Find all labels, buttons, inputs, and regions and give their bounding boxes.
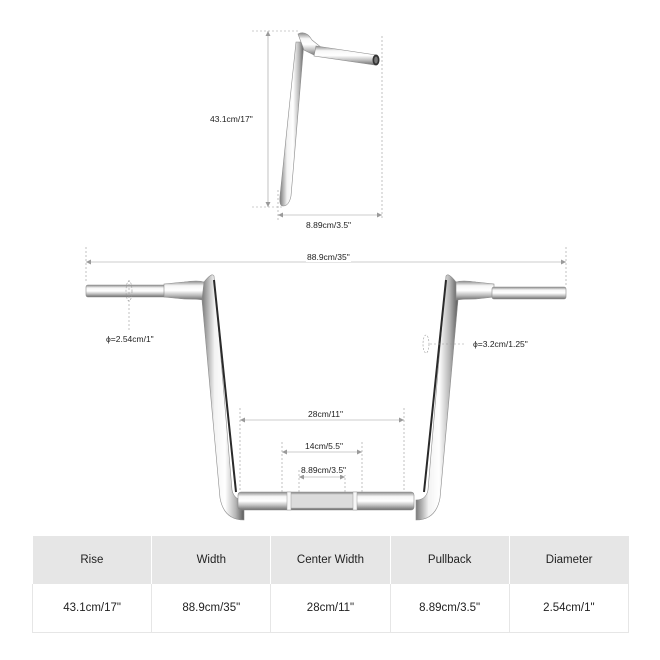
side-view-riser xyxy=(280,42,304,206)
inner-width-label: 14cm/5.5" xyxy=(305,441,343,451)
side-view xyxy=(280,33,380,206)
center-width-label: 28cm/11" xyxy=(308,409,343,419)
specs-value-diameter: 2.54cm/1" xyxy=(509,584,628,633)
grip-diameter-label: ϕ=2.54cm/1" xyxy=(106,334,154,344)
specs-value-center-width: 28cm/11" xyxy=(271,584,390,633)
front-view xyxy=(86,275,566,520)
rise-dimension-label: 43.1cm/17" xyxy=(210,114,253,124)
specs-value-row xyxy=(33,584,629,633)
specs-value-rise: 43.1cm/17" xyxy=(33,584,152,633)
right-grip-tube xyxy=(492,287,566,299)
left-riser xyxy=(202,275,244,520)
specs-header-row xyxy=(33,536,629,584)
specs-header-rise: Rise xyxy=(33,536,152,584)
width-dimension-label: 88.9cm/35" xyxy=(307,252,350,262)
specs-header-center-width: Center Width xyxy=(271,536,390,584)
knurled-center xyxy=(289,494,355,508)
specs-value-pullback: 8.89cm/3.5" xyxy=(390,584,509,633)
specs-value-width: 88.9cm/35" xyxy=(152,584,271,633)
center-diameter-label: ϕ=3.2cm/1.25" xyxy=(473,339,528,349)
specs-header-width: Width xyxy=(152,536,271,584)
specs-header-diameter: Diameter xyxy=(509,536,628,584)
side-view-grip xyxy=(314,46,376,65)
pullback-dimension-label: 8.89cm/3.5" xyxy=(306,220,352,230)
right-riser xyxy=(416,275,458,520)
specs-header-pullback: Pullback xyxy=(390,536,509,584)
knurl-width-label: 8.89cm/3.5" xyxy=(301,465,347,475)
specs-table xyxy=(32,536,629,633)
